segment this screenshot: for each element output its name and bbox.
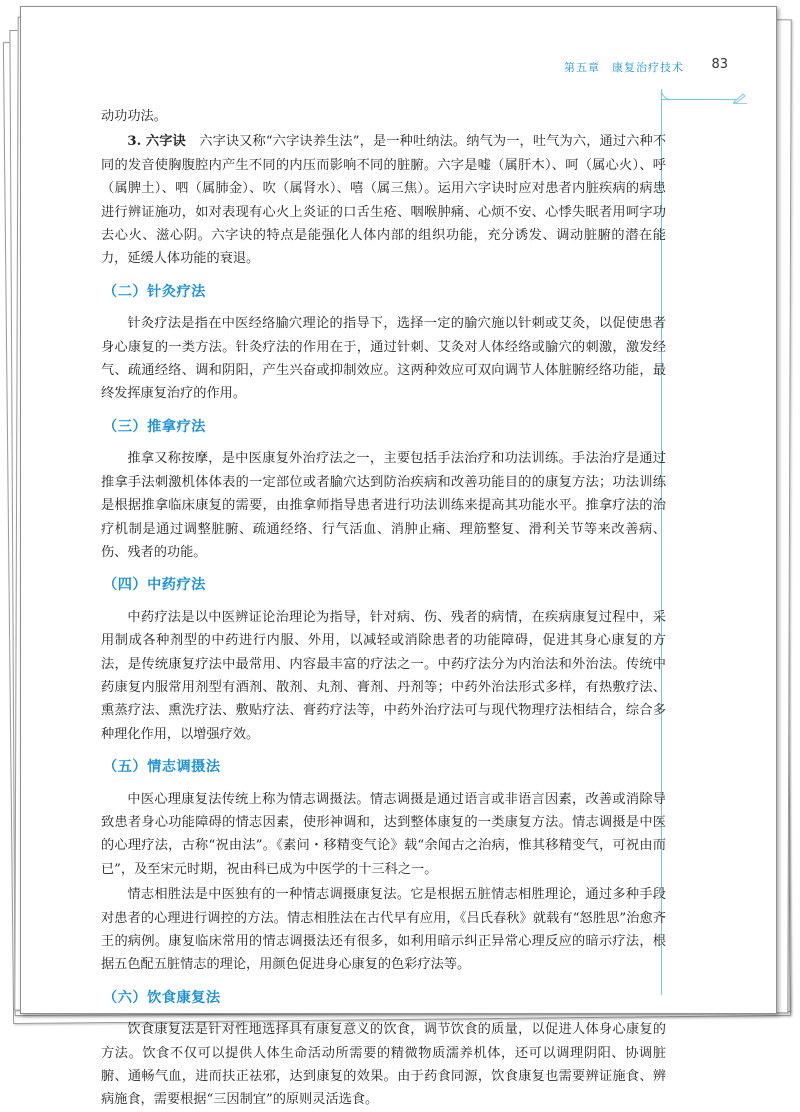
section-heading-massage: （三）推拿疗法 [103,418,206,435]
paragraph: 情志相胜法是中医独有的一种情志调摄康复法。它是根据五脏情志相胜理论，通过多种手段对患者的心理进行调控的方法。情志相胜法在古代早有应用，《吕氏春秋》就载有“怒胜思”治愈齐王的病例。康复临床常用的情志调摄法还有很多，如利用暗示纠正异常心理反应的暗示疗法，根据五色配五脏情志的理论，用颜色促进身心康复的色彩疗法等。 [101,887,666,973]
book-page [20,6,777,1108]
section-heading-acupuncture: （二）针灸疗法 [103,283,206,300]
run-in-heading-liuzi: 3. 六字诀 [127,134,186,150]
paragraph: 中药疗法是以中医辨证论治理论为指导，针对病、伤、残者的病情，在疾病康复过程中，采用制成各种剂型的中药进行内服、外用，以减轻或消除患者的功能障碍，促进其身心康复的方法，是传统康复疗法中最常用、内容最丰富的疗法之一。中药疗法分为内治法和外治法。传统中药康复内服常用剂型有酒剂、散剂、丸剂、膏剂、丹剂等；中药外治法形式多样，有热敷疗法、熏蒸疗法、熏洗疗法、敷贴疗法、膏药疗法等，中药外治疗法可与现代物理疗法相结合，综合多种理化作用，以增强疗效。 [101,609,666,742]
section-heading-diet: （六）饮食康复法 [103,989,221,1006]
paragraph-text: 六字诀又称“六字诀养生法”，是一种吐纳法。纳气为一，吐气为六，通过六种不同的发音使胸腹腔内产生不同的内压而影响不同的脏腑。六字是嘘（属肝木）、呵（属心火）、呼（属脾土）、呬（属肺金）、吹（属肾水）、嘻（属三焦）。运用六字诀时应对患者内脏疾病的病患进行辨证施功，如对表现有心火上炎证的口舌生疮、咽喉肿痛、心烦不安、心悸失眠者用呵字功去心火、滋心阴。六字诀的特点是能强化人体内部的组织功能，充分诱发、调动脏腑的潜在能力，延缓人体功能的衰退。 [101,134,667,267]
paragraph: 饮食康复法是针对性地选择具有康复意义的饮食，调节饮食的质量，以促进人体身心康复的方法。饮食不仅可以提供人体生命活动所需要的精微物质濡养机体，还可以调理阴阳、协调脏腑、通畅气血，进而扶正祛邪，达到康复的效果。由于药食同源，饮食康复也需要辨证施食、辨病施食，需要根据“三因制宜”的原则灵活选食。 [101,1022,666,1108]
paragraph-liuzi [101,130,666,270]
paragraph: 针灸疗法是指在中医经络腧穴理论的指导下，选择一定的腧穴施以针刺或艾灸，以促使患者身心康复的一类方法。针灸疗法的作用在于，通过针刺、艾灸对人体经络或腧穴的刺激，激发经气、疏通经络、调和阴阳，产生兴奋或抑制效应。这两种效应可双向调节人体脏腑经络功能，最终发挥康复治疗的作用。 [101,316,666,402]
section-heading-emotion: （五）情志调摄法 [103,759,221,776]
section-heading-herbal: （四）中药疗法 [103,577,206,594]
running-head-chapter: 第五章 康复治疗技术 [564,61,684,74]
paragraph: 推拿又称按摩，是中医康复外治疗法之一，主要包括手法治疗和功法训练。手法治疗是通过推拿手法刺激机体体表的一定部位或者腧穴达到防治疾病和改善功能目的的康复方法；功法训练是根据推拿临床康复的需要，由推拿师指导患者进行功法训练来提高其功能水平。推拿疗法的治疗机制是通过调整脏腑、疏通经络、行气活血、消肿止痛、理筋整复、滑利关节等来改善病、伤、残者的功能。 [101,451,666,560]
pencil-icon [732,92,748,104]
paragraph: 中医心理康复法传统上称为情志调摄法。情志调摄是通过语言或非语言因素，改善或消除导致患者身心功能障碍的情志因素，使形神调和，达到整体康复的一类康复方法。情志调摄是中医的心理疗法，古称“祝由法”。《素问・移精变气论》载“余闻古之治病，惟其移精变气，可祝由而已”，及至宋元时期，祝由科已成为中医学的十三科之一。 [101,791,666,877]
paragraph: 动功功法。 [101,109,167,124]
page-body [101,105,666,1112]
margin-rule-cap [661,99,737,100]
page-number: 83 [711,57,728,72]
